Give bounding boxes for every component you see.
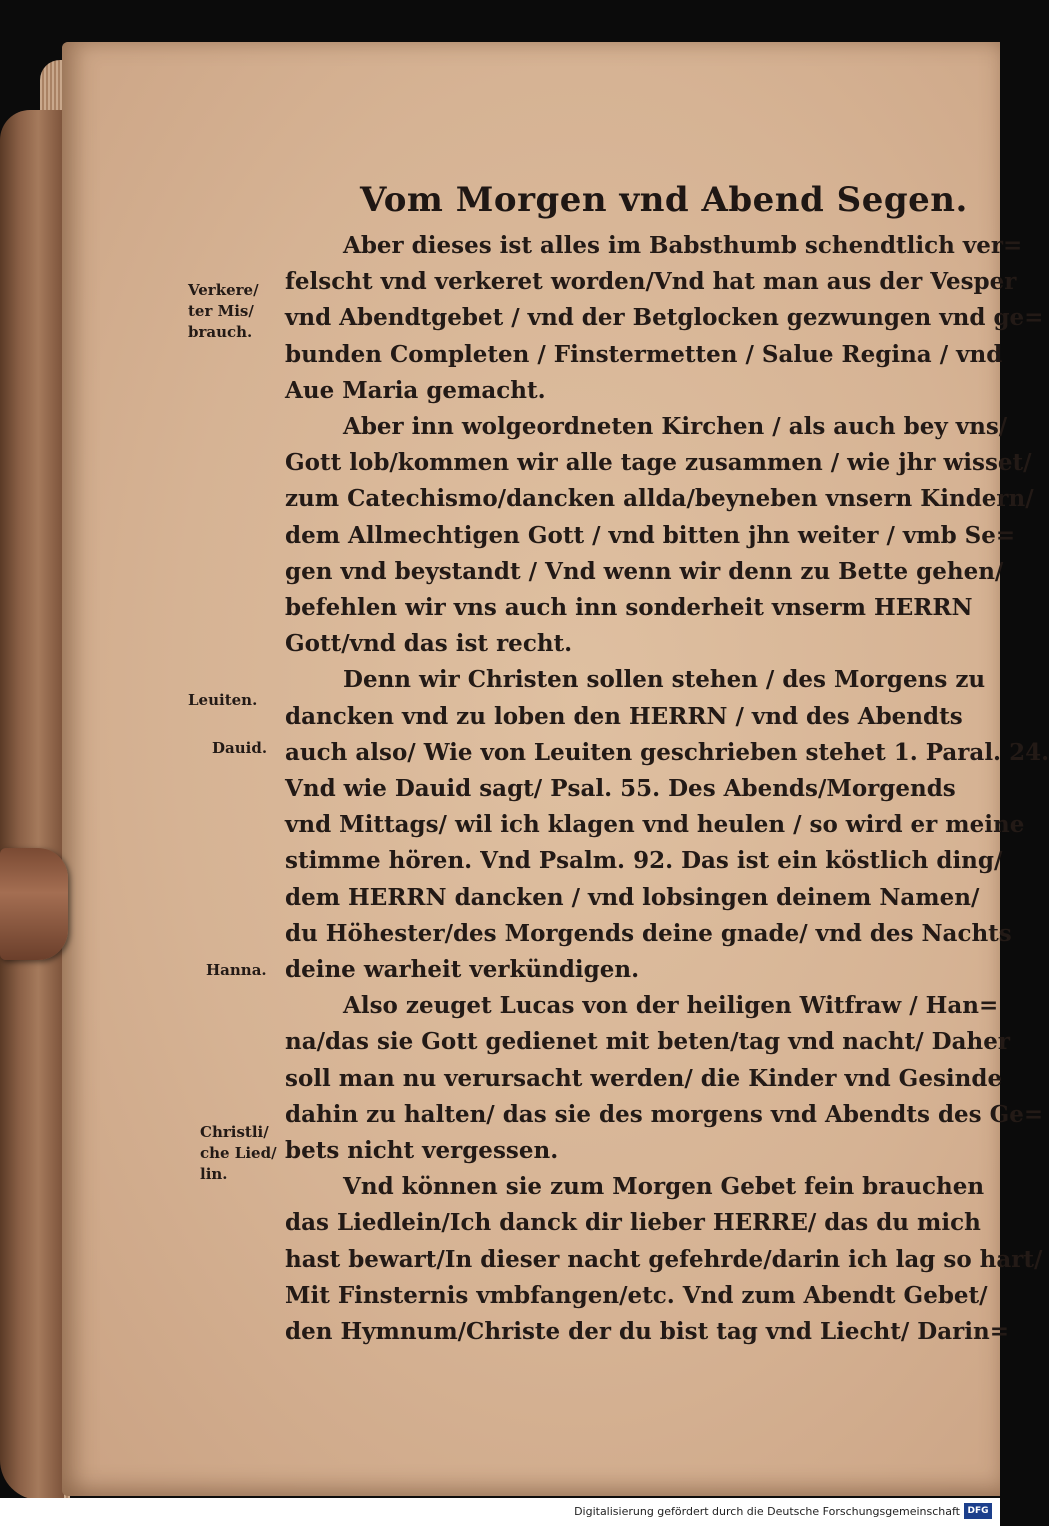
text-line: hast bewart/In dieser nacht gefehrde/darin ich lag so hart/ [285,1245,1043,1273]
margin-note-hanna [206,960,302,981]
margin-note-leuiten [188,690,284,711]
text-line: Aber inn wolgeordneten Kirchen / als auch bey vns/ [343,413,1008,441]
text-line: das Liedlein/Ich danck dir lieber HERRE/ das du mich [285,1209,981,1237]
text-line: vnd Abendtgebet / vnd der Betglocken gezwungen vnd ge= [285,304,1044,332]
text-line: Vnd wie Dauid sagt/ Psal. 55. Des Abends/Morgends [285,775,956,803]
margin-note-line: lin. [200,1165,228,1183]
text-line: Aue Maria gemacht. [285,376,546,404]
text-line: na/das sie Gott gedienet mit beten/tag vnd nacht/ Daher [285,1028,1010,1056]
text-line: soll man nu verursacht werden/ die Kinder vnd Gesinde [285,1064,1003,1092]
margin-note-christliche [200,1122,296,1185]
page-heading: Vom Morgen vnd Abend Segen. [360,180,968,220]
text-line: dem HERRN dancken / vnd lobsingen deinem Namen/ [285,883,980,911]
footer-bar [0,1498,1000,1526]
text-line: Gott lob/kommen wir alle tage zusammen / wie jhr wisset/ [285,449,1032,477]
text-line: Mit Finsternis vmbfangen/etc. Vnd zum Abendt Gebet/ [285,1281,988,1309]
text-line: bets nicht vergessen. [285,1137,559,1165]
margin-note-line: brauch. [188,323,253,341]
text-line: Aber dieses ist alles im Babsthumb schendtlich ver= [343,232,1023,259]
margin-note-line: Christli/ [200,1123,269,1141]
margin-note-verkeret [188,280,284,343]
margin-note-line: che Lied/ [200,1144,277,1162]
book-edge [0,110,64,1500]
margin-note-line: ter Mis/ [188,302,254,320]
margin-note-dauid [212,738,308,759]
text-line: befehlen wir vns auch inn sonderheit vnserm HERRN [285,594,973,622]
text-line: du Höhester/des Morgends deine gnade/ vnd des Nachts [285,919,1012,947]
margin-note-line: Hanna. [206,961,267,979]
dfg-logo-icon: DFG [964,1503,992,1519]
text-line: stimme hören. Vnd Psalm. 92. Das ist ein köstlich ding/ [285,847,1003,875]
text-line: vnd Mittags/ wil ich klagen vnd heulen / so wird er meine [285,811,1025,839]
text-line: auch also/ Wie von Leuiten geschrieben stehet 1. Paral. 24. [285,738,1049,766]
text-line: dem Allmechtigen Gott / vnd bitten jhn weiter / vmb Se= [285,521,1016,549]
text-line: zum Catechismo/dancken allda/beyneben vnsern Kindern/ [285,485,1034,513]
book-clasp [0,848,68,960]
margin-note-line: Leuiten. [188,691,258,709]
text-line: bunden Completen / Finstermetten / Salue Regina / vnd [285,340,1003,368]
text-line: dancken vnd zu loben den HERRN / vnd des Abendts [285,702,963,730]
text-line: den Hymnum/Christe der du bist tag vnd Liecht/ Darin= [285,1318,1009,1346]
text-line: Denn wir Christen sollen stehen / des Morgens zu [343,666,986,694]
text-line: dahin zu halten/ das sie des morgens vnd Abendts des Ge= [285,1100,1044,1128]
footer-credit: Digitalisierung gefördert durch die Deutsche Forschungsgemeinschaft [574,1505,960,1518]
text-line: felscht vnd verkeret worden/Vnd hat man aus der Vesper [285,268,1017,296]
margin-note-line: Dauid. [212,739,268,757]
text-line: Gott/vnd das ist recht. [285,630,573,658]
text-line: gen vnd beystandt / Vnd wenn wir denn zu Bette gehen/ [285,557,1004,585]
text-line: Also zeuget Lucas von der heiligen Witfraw / Han= [343,992,999,1020]
margin-note-line: Verkere/ [188,281,259,299]
text-line: Vnd können sie zum Morgen Gebet fein brauchen [343,1173,985,1201]
text-line: deine warheit verkündigen. [285,956,640,984]
body-text [285,228,1049,1350]
